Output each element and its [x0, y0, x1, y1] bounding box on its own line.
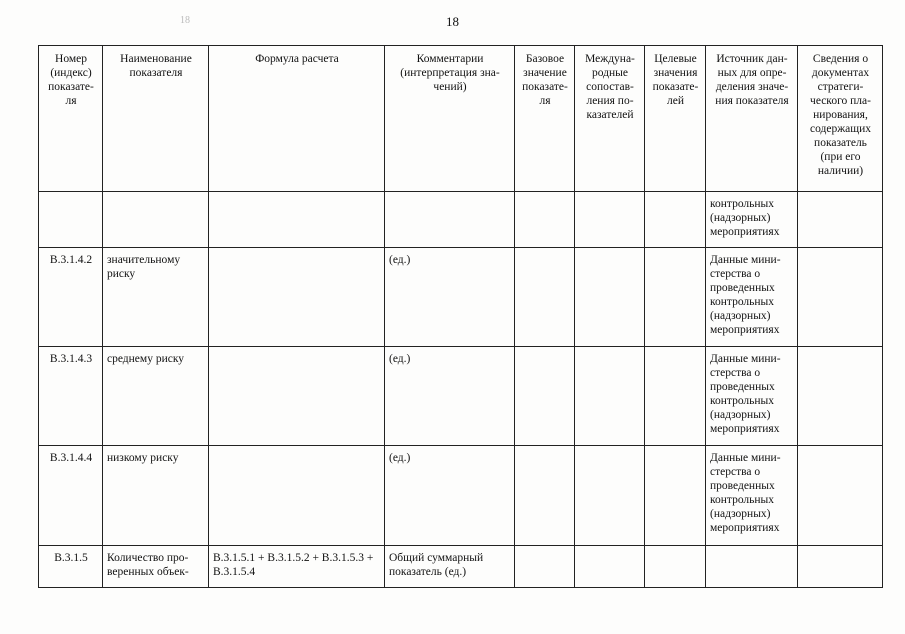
cell-code: В.3.1.5: [39, 546, 103, 588]
header-cell-base-value: Базовое значение показате-ля: [515, 46, 575, 192]
cell-intl: [575, 546, 645, 588]
cell-name: Количество про-веренных объек-: [103, 546, 209, 588]
cell-code: В.3.1.4.3: [39, 347, 103, 446]
cell-comment: (ед.): [385, 347, 515, 446]
table-row: [39, 546, 883, 588]
cell-source: Данные мини-стерства о проведенных контрольных (надзорных) мероприятиях: [706, 248, 798, 347]
cell-intl: [575, 192, 645, 248]
cell-docs: [798, 546, 883, 588]
cell-code: В.3.1.4.4: [39, 446, 103, 546]
cell-formula: [209, 248, 385, 347]
table-row: [39, 248, 883, 347]
cell-base: [515, 192, 575, 248]
cell-intl: [575, 248, 645, 347]
cell-base: [515, 546, 575, 588]
cell-source: контрольных (надзорных) мероприятиях: [706, 192, 798, 248]
header-cell-strategic-docs: Сведения о документах стратеги-ческого пла-нирования, содержащих показатель (при его наличии): [798, 46, 883, 192]
cell-comment: (ед.): [385, 446, 515, 546]
cell-intl: [575, 347, 645, 446]
page-number: 18: [446, 14, 459, 29]
cell-name: значительному риску: [103, 248, 209, 347]
cell-intl: [575, 446, 645, 546]
cell-base: [515, 347, 575, 446]
cell-name: низкому риску: [103, 446, 209, 546]
cell-formula: [209, 446, 385, 546]
header-cell-international: Междуна-родные сопостав-ления по-казателей: [575, 46, 645, 192]
cell-comment: Общий суммарный показатель (ед.): [385, 546, 515, 588]
cell-target: [645, 347, 706, 446]
cell-source: [706, 546, 798, 588]
cell-target: [645, 446, 706, 546]
cell-target: [645, 192, 706, 248]
cell-source: Данные мини-стерства о проведенных контрольных (надзорных) мероприятиях: [706, 446, 798, 546]
cell-comment: [385, 192, 515, 248]
cell-target: [645, 546, 706, 588]
cell-base: [515, 248, 575, 347]
faint-page-mark: 18: [180, 15, 190, 26]
cell-source: Данные мини-стерства о проведенных контрольных (надзорных) мероприятиях: [706, 347, 798, 446]
cell-code: В.3.1.4.2: [39, 248, 103, 347]
cell-name: среднему риску: [103, 347, 209, 446]
table-row: [39, 192, 883, 248]
cell-base: [515, 446, 575, 546]
cell-comment: (ед.): [385, 248, 515, 347]
header-cell-formula: Формула расчета: [209, 46, 385, 192]
cell-docs: [798, 192, 883, 248]
table-row: [39, 347, 883, 446]
cell-docs: [798, 347, 883, 446]
header-cell-data-source: Источник дан-ных для опре-деления значе-ния показателя: [706, 46, 798, 192]
header-cell-target-values: Целевые значения показате-лей: [645, 46, 706, 192]
cell-formula: В.3.1.5.1 + В.3.1.5.2 + В.3.1.5.3 + В.3.1.5.4: [209, 546, 385, 588]
cell-target: [645, 248, 706, 347]
cell-docs: [798, 446, 883, 546]
indicators-table: [38, 45, 883, 588]
cell-code: [39, 192, 103, 248]
header-cell-index: Номер (индекс) показате-ля: [39, 46, 103, 192]
header-cell-name: Наименование показателя: [103, 46, 209, 192]
table-row: [39, 446, 883, 546]
header-cell-comments: Комментарии (интерпретация зна-чений): [385, 46, 515, 192]
cell-docs: [798, 248, 883, 347]
cell-formula: [209, 347, 385, 446]
cell-formula: [209, 192, 385, 248]
cell-name: [103, 192, 209, 248]
table-header-row: [39, 46, 883, 192]
